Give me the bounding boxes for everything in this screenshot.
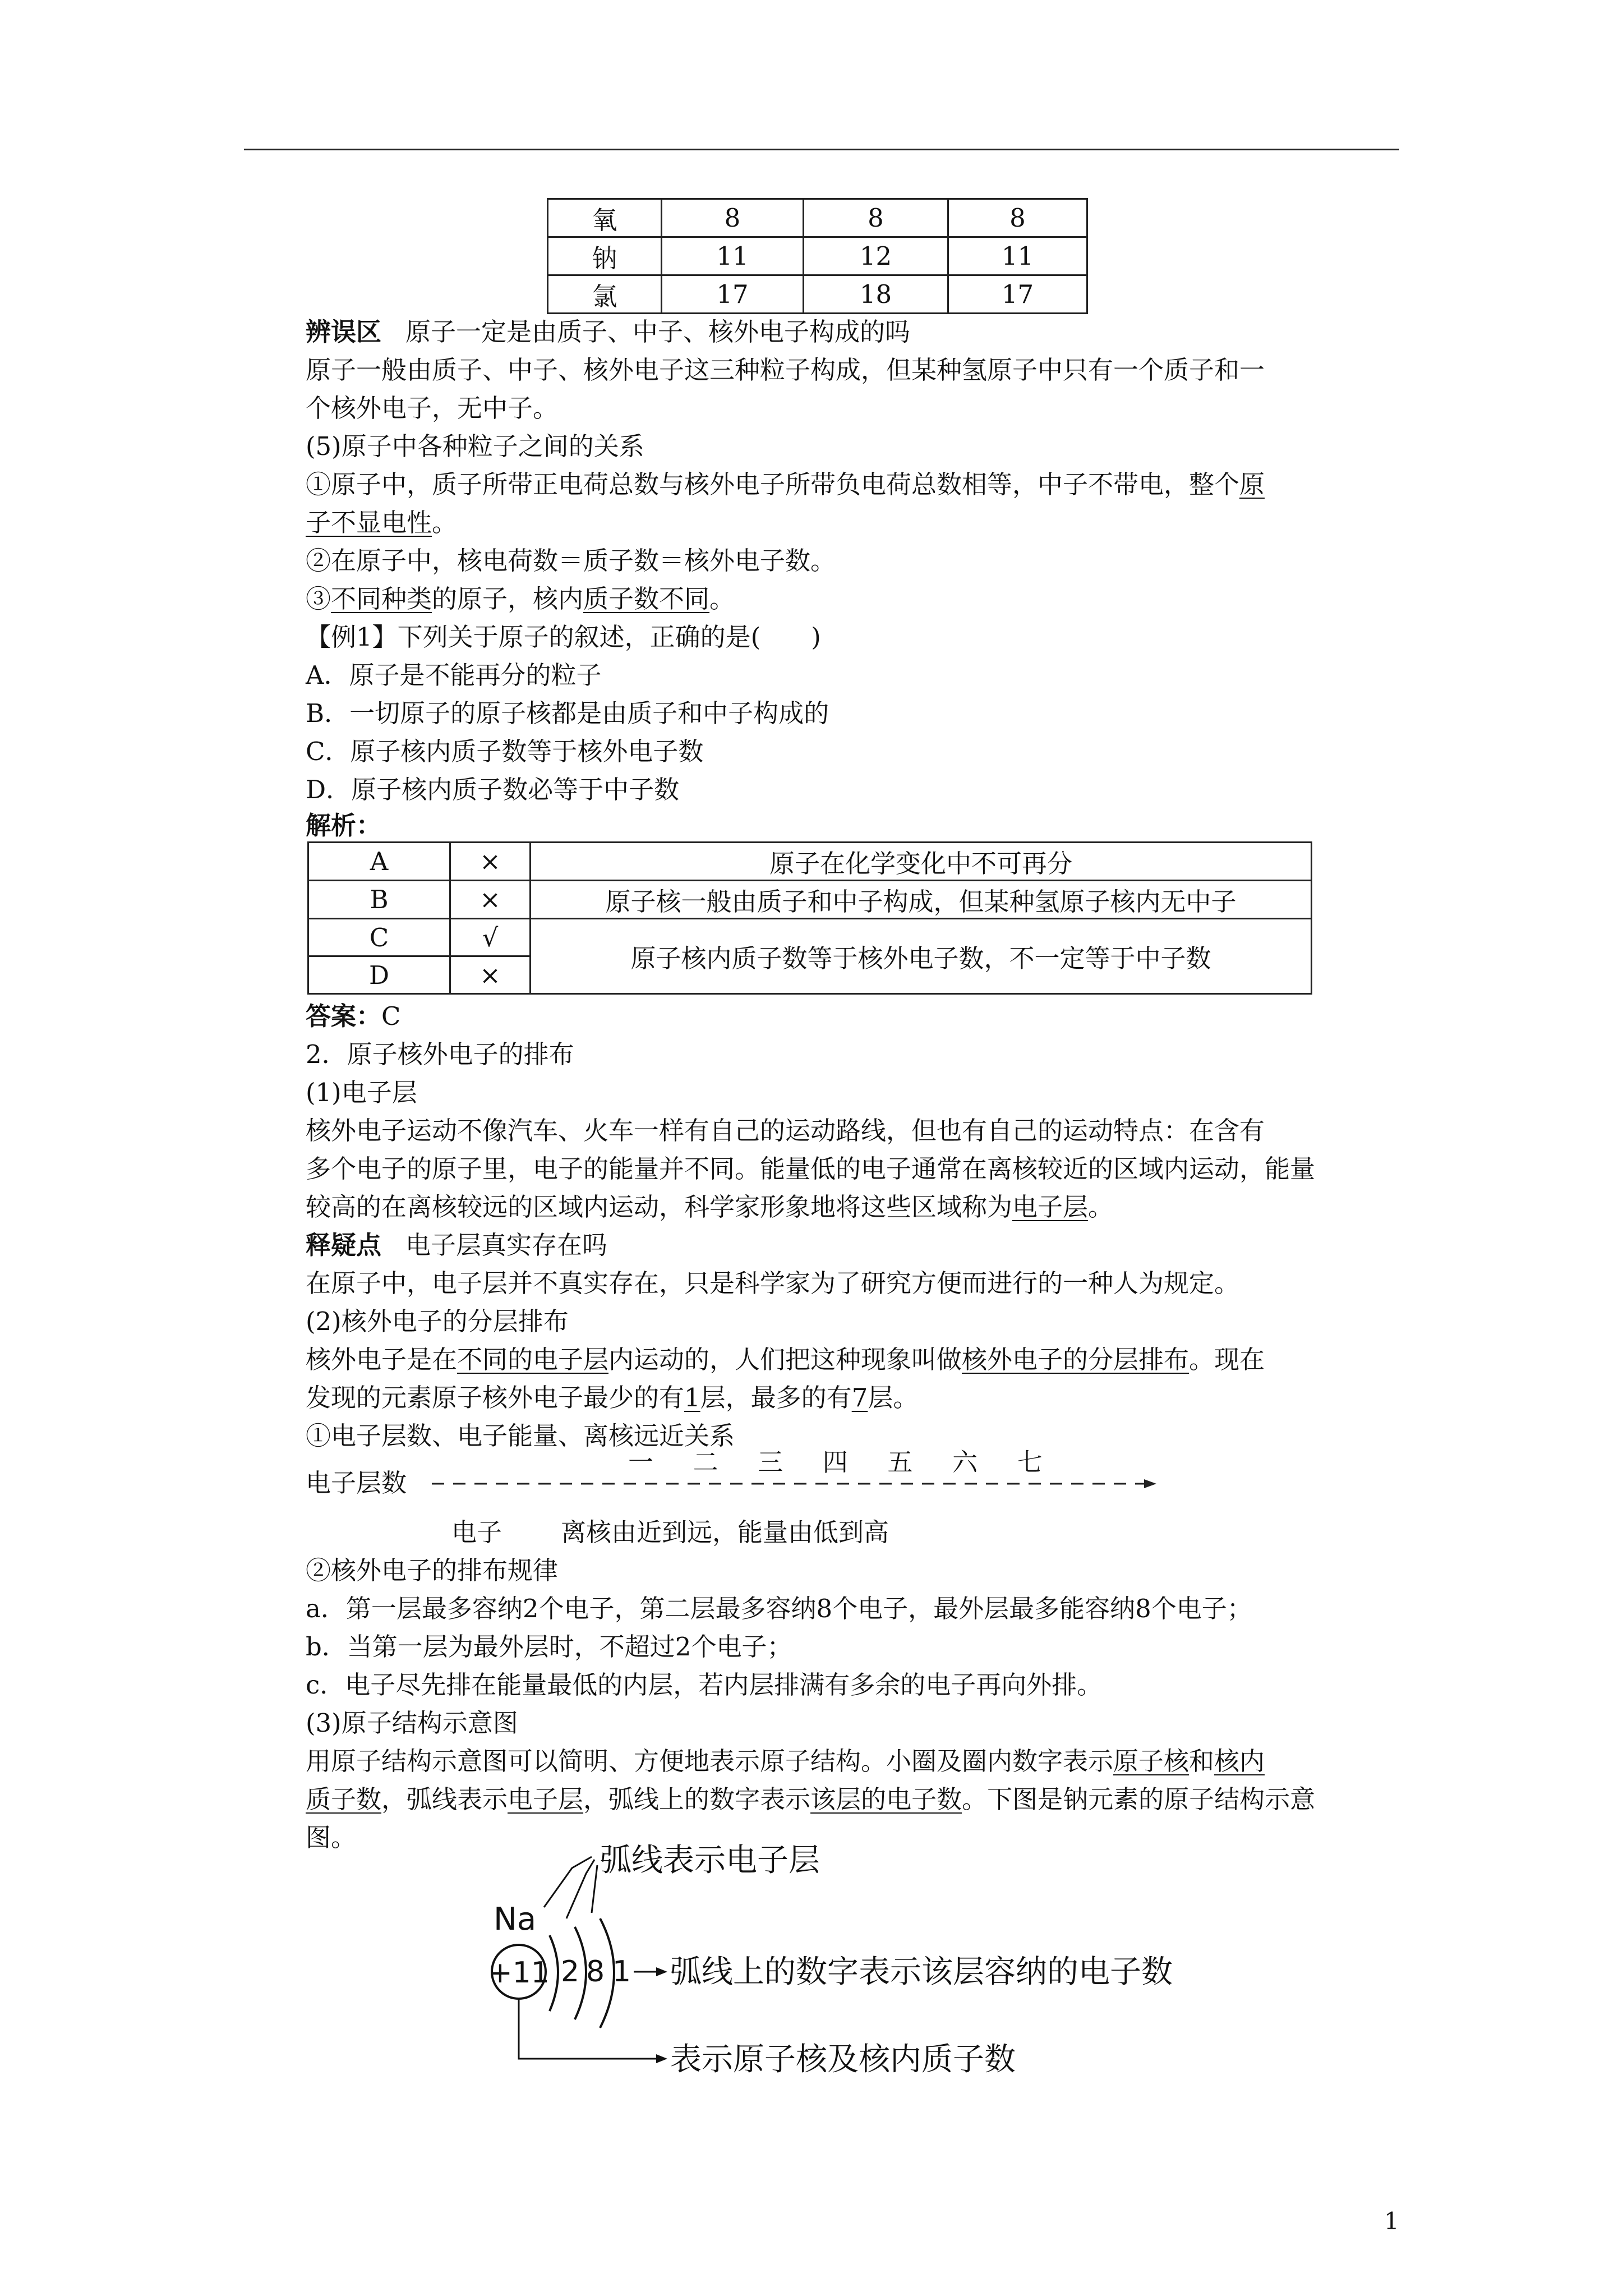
layer-number: 七	[1017, 1447, 1050, 1477]
note-numbers: 弧线上的数字表示该层容纳的电子数	[670, 1954, 1173, 1990]
table-cell: 8	[804, 199, 948, 237]
subsection-heading: (1)电子层	[306, 1078, 417, 1107]
faq-label: 释疑点	[306, 1230, 382, 1260]
layer-number: 六	[952, 1447, 986, 1477]
underlined-text: 核内	[1214, 1746, 1265, 1776]
section-heading: 2．原子核外电子的排布	[306, 1039, 574, 1069]
table-cell: 原子核内质子数等于核外电子数，不一定等于中子数	[531, 919, 1312, 994]
option-d: D．原子核内质子数必等于中子数	[306, 775, 680, 804]
underlined-text: 核外电子的分层排布	[962, 1345, 1189, 1374]
text: 发现的元素原子核外电子最少的有	[306, 1383, 685, 1412]
layer-number: 二	[693, 1447, 726, 1477]
note-arc: 弧线表示电子层	[600, 1842, 820, 1879]
paragraph	[306, 1743, 1265, 1779]
option-a: A．原子是不能再分的粒子	[306, 660, 602, 690]
text: 。	[709, 584, 735, 614]
underlined-text: 7	[851, 1383, 868, 1412]
faq-title: 电子层真实存在吗	[405, 1230, 607, 1260]
text: ③	[306, 584, 331, 614]
underlined-text: 子不显电性	[306, 508, 432, 537]
text: 。下图是钠元素的原子结构示意	[962, 1784, 1316, 1814]
note-nucleus: 表示原子核及核内质子数	[670, 2041, 1016, 2078]
table-row	[548, 199, 1087, 237]
paragraph	[306, 581, 735, 617]
table-cell: D	[308, 956, 450, 994]
subsection-heading: (3)原子结构示意图	[306, 1708, 518, 1738]
page-number: 1	[1384, 2207, 1399, 2235]
underlined-text: 1	[684, 1383, 700, 1412]
answer-value: C	[381, 1001, 401, 1031]
table-cell: 17	[948, 275, 1087, 314]
paragraph: 个核外电子，无中子。	[306, 393, 559, 423]
analysis-table	[307, 841, 1312, 995]
shell-electrons: 8	[586, 1955, 605, 1989]
underlined-text: 电子层	[1012, 1192, 1089, 1222]
section-heading: (5)原子中各种粒子之间的关系	[306, 431, 644, 461]
analysis-label: 解析：	[306, 811, 382, 840]
text: 内运动的，人们把这种现象叫做	[608, 1345, 962, 1374]
underlined-text: 原子核	[1113, 1746, 1189, 1776]
subsection-heading: ①电子层数、电子能量、离核远近关系	[306, 1421, 735, 1451]
table-row	[308, 843, 1312, 881]
misconception-title: 原子一定是由质子、中子、核外电子构成的吗	[405, 317, 910, 347]
axis-note-right: 离核由近到远，能量由低到高	[561, 1517, 889, 1547]
table-row	[548, 237, 1087, 275]
subsection-heading: ②核外电子的排布规律	[306, 1556, 559, 1585]
axis-label: 电子层数	[306, 1468, 407, 1498]
paragraph: ②在原子中，核电荷数＝质子数＝核外电子数。	[306, 546, 836, 576]
table-cell: 原子核一般由质子和中子构成，但某种氢原子核内无中子	[531, 881, 1312, 919]
text: 较高的在离核较远的区域内运动，科学家形象地将这些区域称为	[306, 1192, 1013, 1222]
nucleus-pointer	[519, 1999, 656, 2059]
text: ，弧线表示	[381, 1784, 508, 1814]
table-cell: ×	[450, 843, 531, 881]
text: 层	[700, 1383, 726, 1412]
text: 。	[1088, 1192, 1114, 1222]
arc-pointer	[544, 1857, 592, 1907]
underlined-text: 质子数	[306, 1784, 382, 1814]
table-row	[548, 275, 1087, 314]
arrow-head	[656, 1967, 667, 1976]
element-table	[547, 198, 1088, 314]
example-stem: 【例1】下列关于原子的叙述，正确的是( )	[306, 622, 821, 652]
paragraph: 在原子中，电子层并不真实存在，只是科学家为了研究方便而进行的一种人为规定。	[306, 1268, 1240, 1298]
arrow-head	[656, 2054, 667, 2063]
table-cell: ×	[450, 956, 531, 994]
underlined-text: 原	[1239, 470, 1265, 499]
axis-note-left: 电子	[451, 1517, 502, 1547]
rule-a: a．第一层最多容纳2个电子，第二层最多容纳8个电子，最外层最多能容纳8个电子；	[306, 1594, 1252, 1623]
table-cell: 原子在化学变化中不可再分	[531, 843, 1312, 881]
faq-heading	[306, 1227, 607, 1263]
rule-c: c．电子尽先排在能量最低的内层，若内层排满有多余的电子再向外排。	[306, 1670, 1103, 1700]
shell-arc	[550, 1935, 558, 2011]
text: 核外电子是在	[306, 1345, 458, 1374]
underlined-text: 该层的电子数	[810, 1784, 962, 1814]
answer-label: 答案：	[306, 1001, 382, 1031]
layer-number: 五	[887, 1447, 921, 1477]
misconception-heading	[306, 314, 910, 350]
table-cell: 氯	[548, 275, 662, 314]
text: ①原子中，质子所带正电荷总数与核外电子所带负电荷总数相等，中子不带电，整个	[306, 470, 1240, 499]
table-cell: 钠	[548, 237, 662, 275]
underlined-text: 不同种类	[331, 584, 432, 614]
layer-number: 四	[822, 1447, 856, 1477]
underlined-text: 不同的电子层	[457, 1345, 609, 1374]
text: 层。	[868, 1383, 919, 1412]
header-rule	[244, 149, 1399, 150]
table-cell: A	[308, 843, 450, 881]
text: 。	[432, 508, 458, 537]
layer-axis-arrow	[432, 1473, 1161, 1495]
paragraph	[306, 1189, 1113, 1225]
sodium-atom-diagram	[482, 1834, 1267, 2104]
paragraph: 原子一般由质子、中子、核外电子这三种粒子构成，但某种氢原子中只有一个质子和一	[306, 355, 1265, 385]
underlined-text: 质子数不同	[583, 584, 710, 614]
table-cell: 17	[662, 275, 804, 314]
text: ，弧线上的数字表示	[583, 1784, 811, 1814]
shell-electrons: 1	[612, 1955, 631, 1989]
table-cell: 11	[662, 237, 804, 275]
text: 。现在	[1189, 1345, 1265, 1374]
shell-electrons: 2	[561, 1955, 580, 1989]
paragraph: 多个电子的原子里，电子的能量并不同。能量低的电子通常在离核较近的区域内运动，能量	[306, 1154, 1316, 1184]
underlined-text: 电子层	[508, 1784, 584, 1814]
table-cell: 氧	[548, 199, 662, 237]
subsection-heading: (2)核外电子的分层排布	[306, 1306, 569, 1336]
answer	[306, 999, 400, 1034]
table-cell: C	[308, 919, 450, 956]
paragraph: 核外电子运动不像汽车、火车一样有自己的运动路线，但也有自己的运动特点：在含有	[306, 1116, 1265, 1145]
rule-b: b．当第一层为最外层时，不超过2个电子；	[306, 1632, 792, 1662]
table-cell: 11	[948, 237, 1087, 275]
table-cell: 8	[662, 199, 804, 237]
misconception-label: 辨误区	[306, 317, 382, 347]
element-symbol: Na	[494, 1901, 537, 1938]
text: 的原子，核内	[432, 584, 584, 614]
option-c: C．原子核内质子数等于核外电子数	[306, 737, 704, 766]
table-cell: 18	[804, 275, 948, 314]
paragraph	[306, 1380, 918, 1416]
table-row	[308, 919, 1312, 956]
layer-number: 一	[628, 1447, 662, 1477]
option-b: B．一切原子的原子核都是由质子和中子构成的	[306, 698, 829, 728]
paragraph	[306, 1342, 1265, 1378]
paragraph	[306, 505, 457, 541]
text: 和	[1189, 1746, 1215, 1776]
layer-number: 三	[758, 1447, 791, 1477]
table-cell: 12	[804, 237, 948, 275]
paragraph	[306, 467, 1265, 503]
table-cell: √	[450, 919, 531, 956]
text: 用原子结构示意图可以简明、方便地表示原子结构。小圈及圈内数字表示	[306, 1746, 1114, 1776]
table-row	[308, 881, 1312, 919]
text: ，最多的有	[725, 1383, 852, 1412]
table-cell: ×	[450, 881, 531, 919]
nucleus-charge: +11	[488, 1956, 550, 1990]
paragraph: 图。	[306, 1823, 357, 1852]
paragraph	[306, 1782, 1315, 1818]
table-cell: B	[308, 881, 450, 919]
table-cell: 8	[948, 199, 1087, 237]
